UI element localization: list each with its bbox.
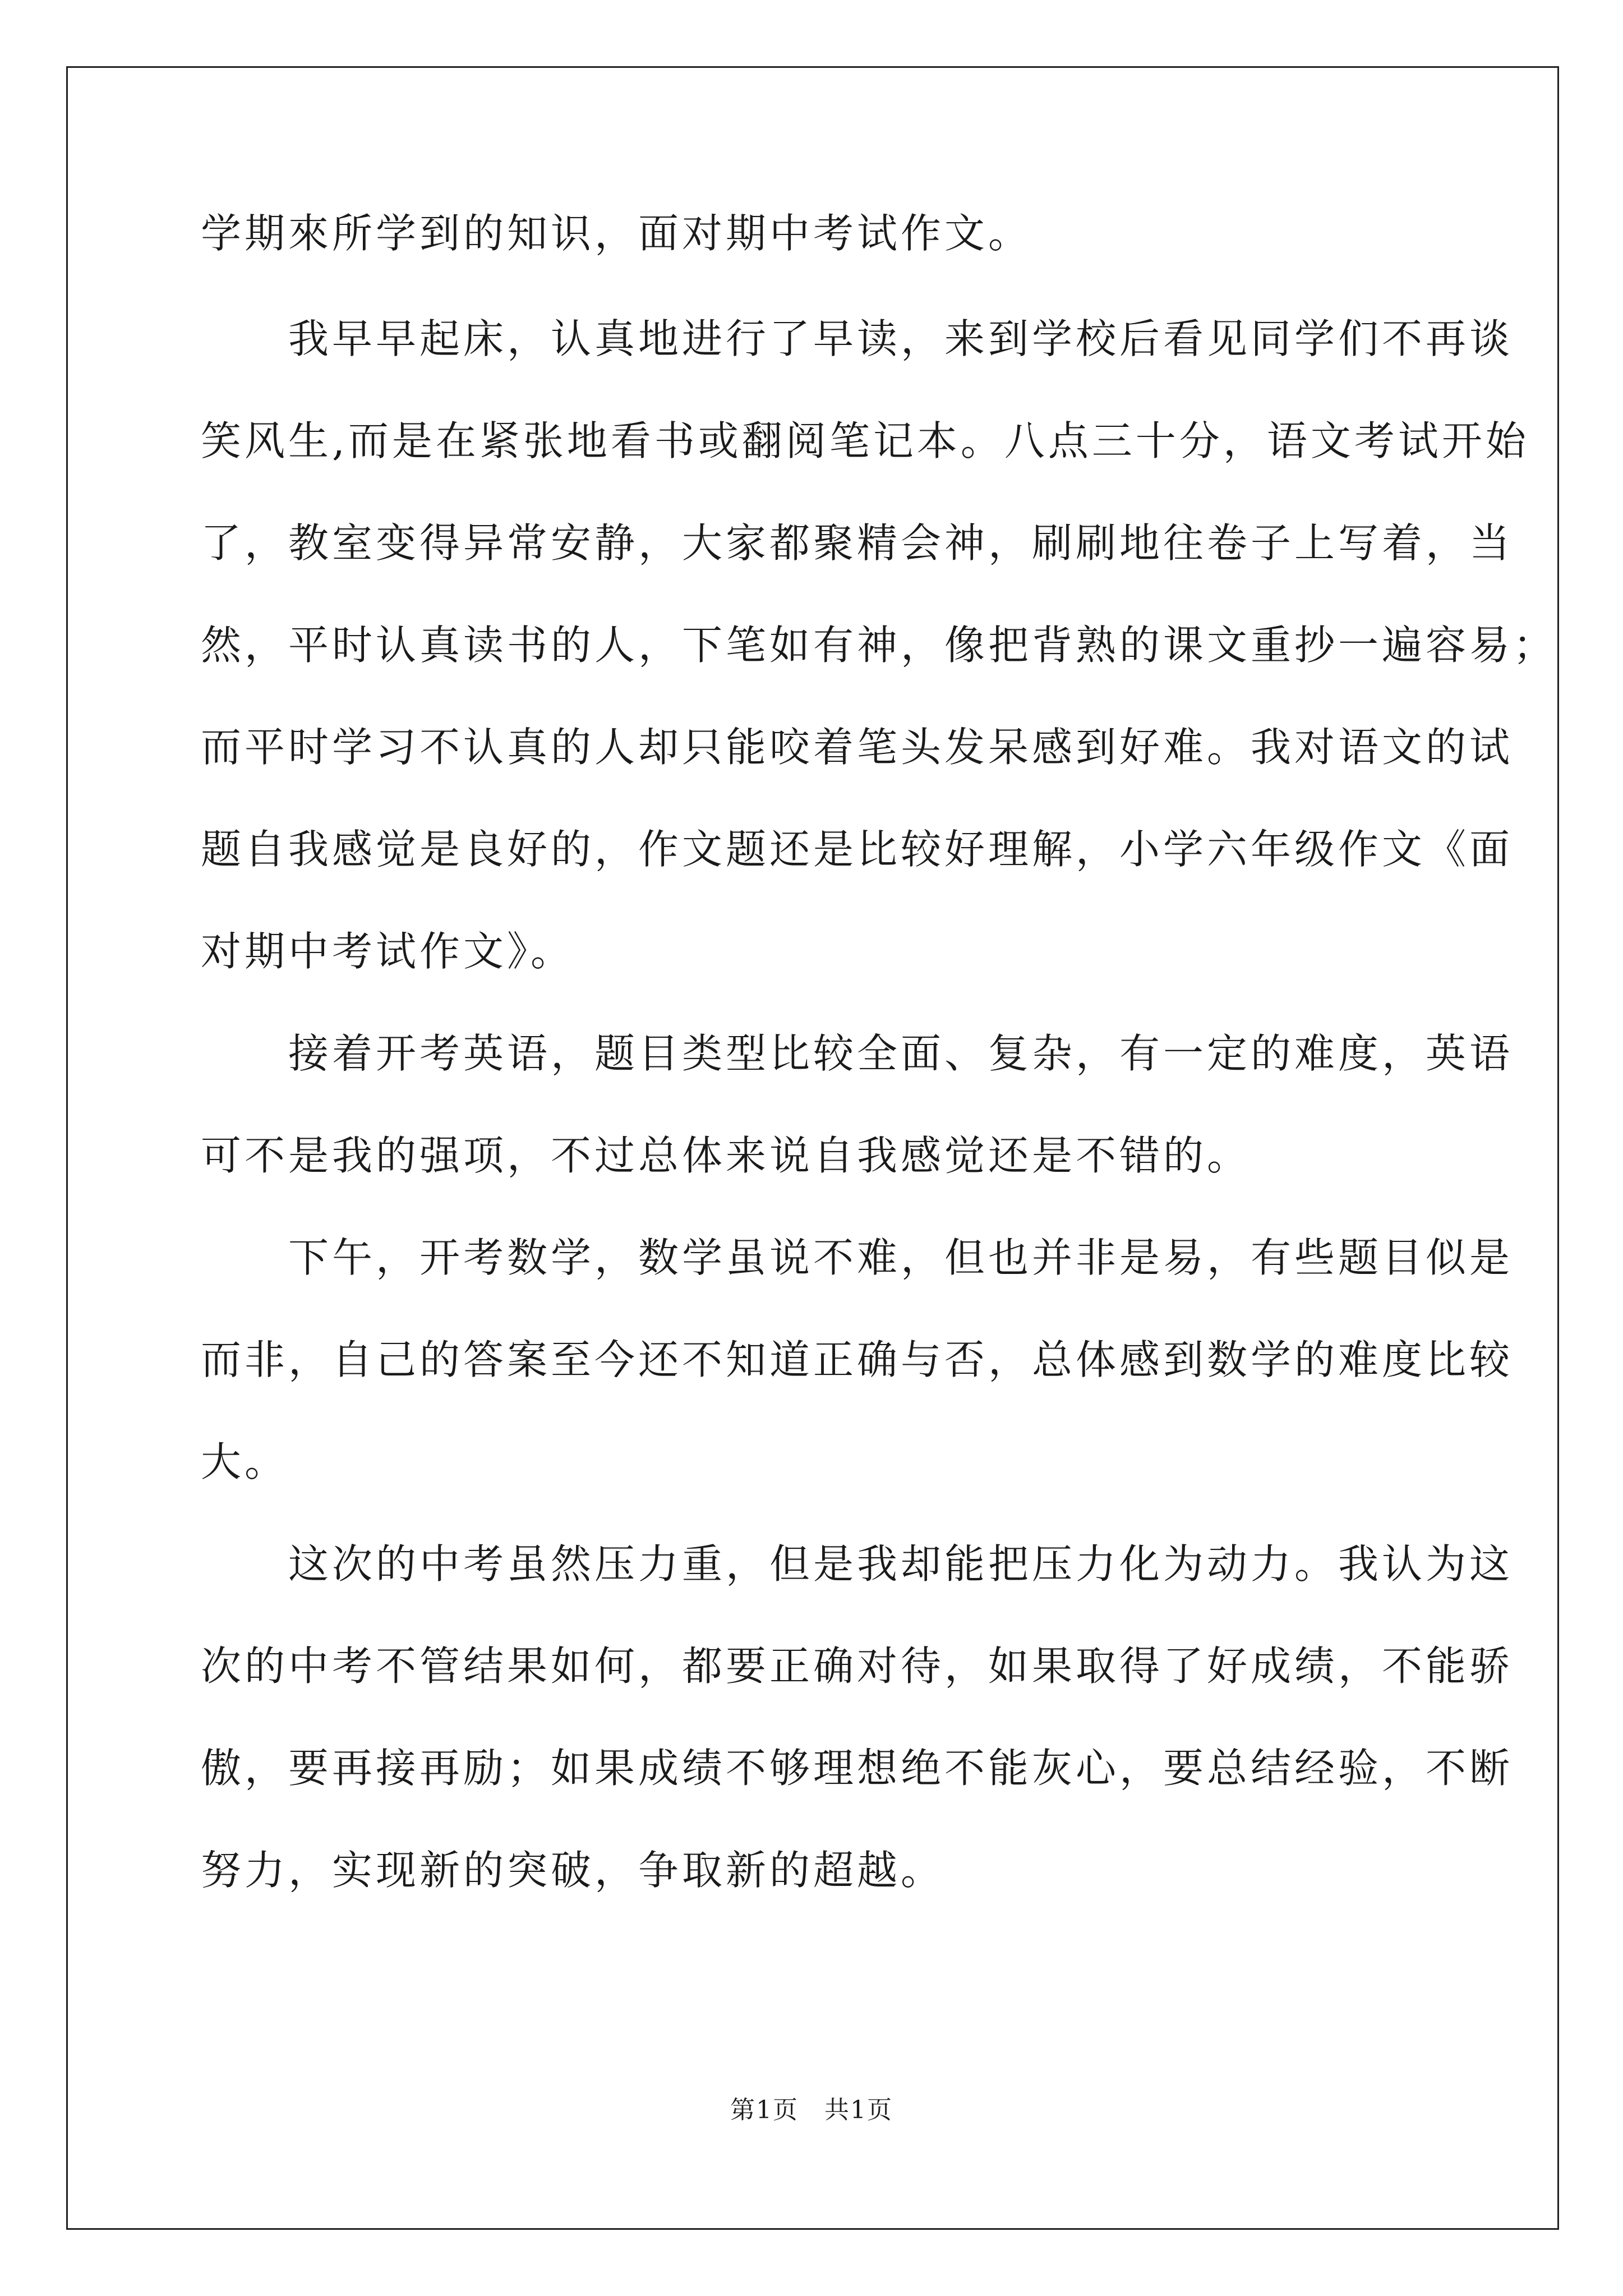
text-line: 了，教室变得异常安静，大家都聚精会神，刷刷地往卷子上写着，当: [201, 519, 1514, 567]
text-line: 学期來所学到的知识，面对期中考试作文。: [201, 210, 1032, 257]
document-body: [201, 210, 1557, 1952]
text-line: 接着开考英语，题目类型比较全面、复杂，有一定的难度，英语: [201, 1030, 1514, 1077]
text-line: 努力，实现新的突破，争取新的超越。: [201, 1847, 945, 1894]
text-line: 可不是我的强项，不过总体来说自我感觉还是不错的。: [201, 1132, 1251, 1179]
text-line: 题自我感觉是良好的，作文题还是比较好理解，小学六年级作文《面: [201, 826, 1514, 873]
text-line: 这次的中考虽然压力重，但是我却能把压力化为动力。我认为这: [201, 1540, 1514, 1588]
text-line: 次的中考不管结果如何，都要正确对待，如果取得了好成绩，不能骄: [201, 1642, 1514, 1690]
page-footer: 第1页 共1页: [730, 2096, 893, 2124]
text-line: 大。: [201, 1438, 289, 1485]
text-line: 笑风生,而是在紧张地看书或翻阅笔记本。八点三十分，语文考试开始: [201, 417, 1529, 464]
text-line: 傲，要再接再励；如果成绩不够理想绝不能灰心，要总结经验，不断: [201, 1745, 1514, 1792]
text-line: 而平时学习不认真的人却只能咬着笔头发呆感到好难。我对语文的试: [201, 724, 1514, 771]
text-line: 下午，开考数学，数学虽说不难，但也并非是易，有些题目似是: [201, 1234, 1514, 1281]
text-line: 然，平时认真读书的人，下笔如有神，像把背熟的课文重抄一遍容易；: [201, 622, 1557, 669]
text-line: 我早早起床，认真地进行了早读，来到学校后看见同学们不再谈: [201, 315, 1514, 362]
text-line: 而非，自己的答案至今还不知道正确与否，总体感到数学的难度比较: [201, 1336, 1514, 1383]
text-line: 对期中考试作文》。: [201, 928, 575, 975]
